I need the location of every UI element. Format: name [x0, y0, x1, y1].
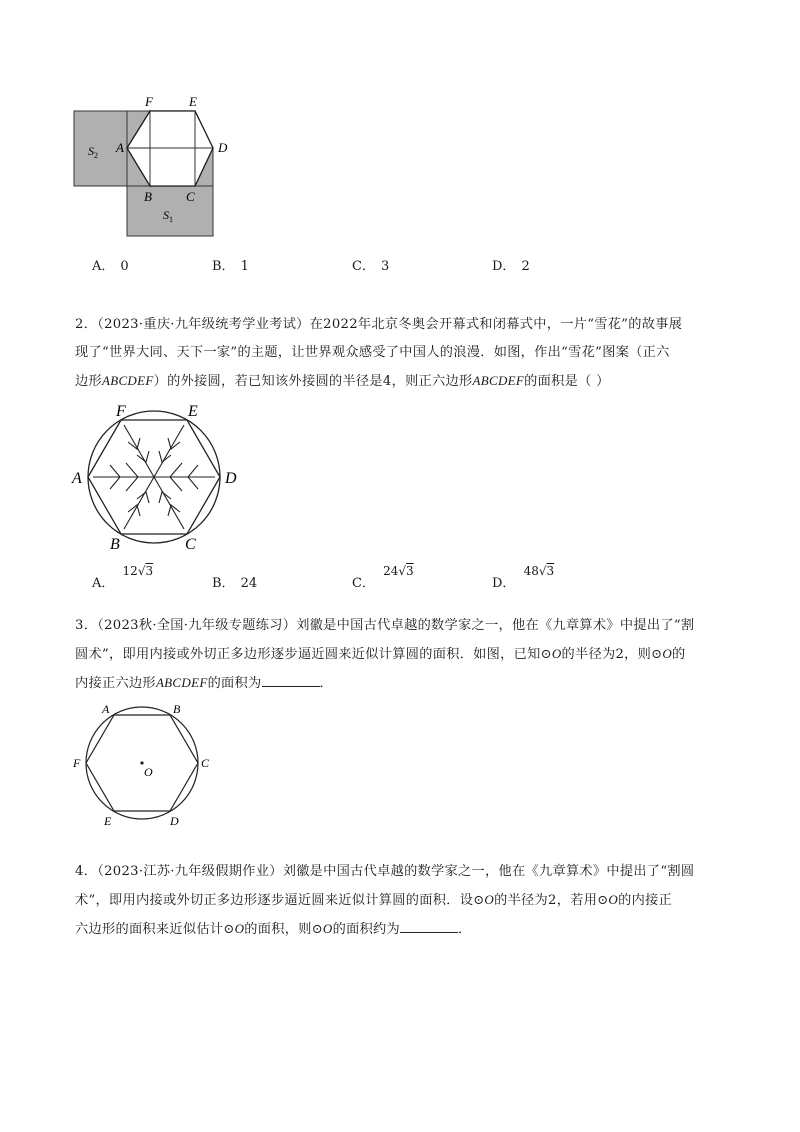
q2-figure: [68, 400, 248, 560]
q2-line2: 现了“世界大同、天下一家”的主题，让世界观众感受了中国人的浪漫．如图，作出“雪花”图案（正六: [75, 345, 670, 360]
q4-line2: 术”，即用内接或外切正多边形逐步逼近圆来近似计算圆的面积．设⊙O的半径为2，若用⊙O的内接正: [75, 892, 673, 908]
q3-answer-blank[interactable]: [262, 672, 320, 687]
q1-label-c: C: [186, 189, 195, 204]
q3-figure: [68, 697, 228, 832]
snowflake-icon: [93, 425, 215, 529]
q3-label-e: E: [104, 814, 112, 828]
q3-line2: 圆术”，即用内接或外切正多边形逐步逼近圆来近似计算圆的面积．如图，已知⊙O的半径为2，则⊙O的: [75, 646, 686, 662]
q2-option-a[interactable]: A． 12√3: [92, 564, 154, 591]
q4-line1: 4．（2023·江苏·九年级假期作业）刘徽是中国古代卓越的数学家之一，他在《九章算术》中提出了“割圆: [75, 864, 695, 879]
q2-option-b[interactable]: B． 24: [212, 576, 258, 591]
q1-label-b: B: [144, 189, 152, 204]
q2-option-d[interactable]: D． 48√3: [492, 564, 555, 591]
q2-label-f: F: [116, 403, 126, 420]
q1-option-b[interactable]: B． 1: [212, 259, 249, 274]
q1-label-d: D: [218, 140, 228, 155]
q1-option-c[interactable]: C． 3: [352, 259, 390, 274]
q3-label-d: D: [170, 814, 179, 828]
q2-option-c[interactable]: C． 24√3: [352, 564, 414, 591]
q3-label-a: A: [102, 702, 110, 716]
q3-label-f: F: [73, 756, 81, 770]
q3-label-c: C: [201, 756, 210, 770]
q3-label-o: O: [144, 765, 153, 779]
q3-label-b: B: [173, 702, 181, 716]
q1-label-f: F: [145, 94, 153, 109]
square-s1: [127, 186, 213, 236]
q2-text: [75, 311, 725, 396]
q4-line3: 六边形的面积来近似估计⊙O的面积，则⊙O的面积约为 ．: [75, 915, 725, 944]
q1-label-e: E: [189, 94, 197, 109]
q2-line1: 2．（2023·重庆·九年级统考学业考试）在2022年北京冬奥会开幕式和闭幕式中，一片“雪花”的故事展: [75, 317, 683, 332]
q1-label-s2: $S_2$: [88, 144, 98, 160]
q4-answer-blank[interactable]: [400, 918, 458, 933]
q2-label-c: C: [185, 536, 196, 553]
q3-line1: 3．（2023秋·全国·九年级专题练习）刘徽是中国古代卓越的数学家之一，他在《九章算术》中提出了“割: [75, 618, 695, 633]
q3-line3: 内接正六边形ABCDEF的面积为 ．: [75, 669, 725, 698]
q1-label-s1: $S_1$: [163, 208, 173, 224]
q2-line3: 边形ABCDEF）的外接圆，若已知该外接圆的半径是4，则正六边形ABCDEF的面积是（ ）: [75, 373, 610, 389]
q2-label-e: E: [188, 403, 198, 420]
q4-text: [75, 858, 725, 944]
q2-label-a: A: [72, 470, 82, 487]
q1-option-a[interactable]: A． 0: [92, 259, 129, 274]
q1-option-d[interactable]: D． 2: [492, 259, 530, 274]
q1-label-a: A: [116, 140, 124, 155]
q3-text: [75, 612, 725, 698]
q1-figure: [60, 88, 240, 248]
q2-label-d: D: [225, 470, 237, 487]
q2-label-b: B: [110, 536, 120, 553]
